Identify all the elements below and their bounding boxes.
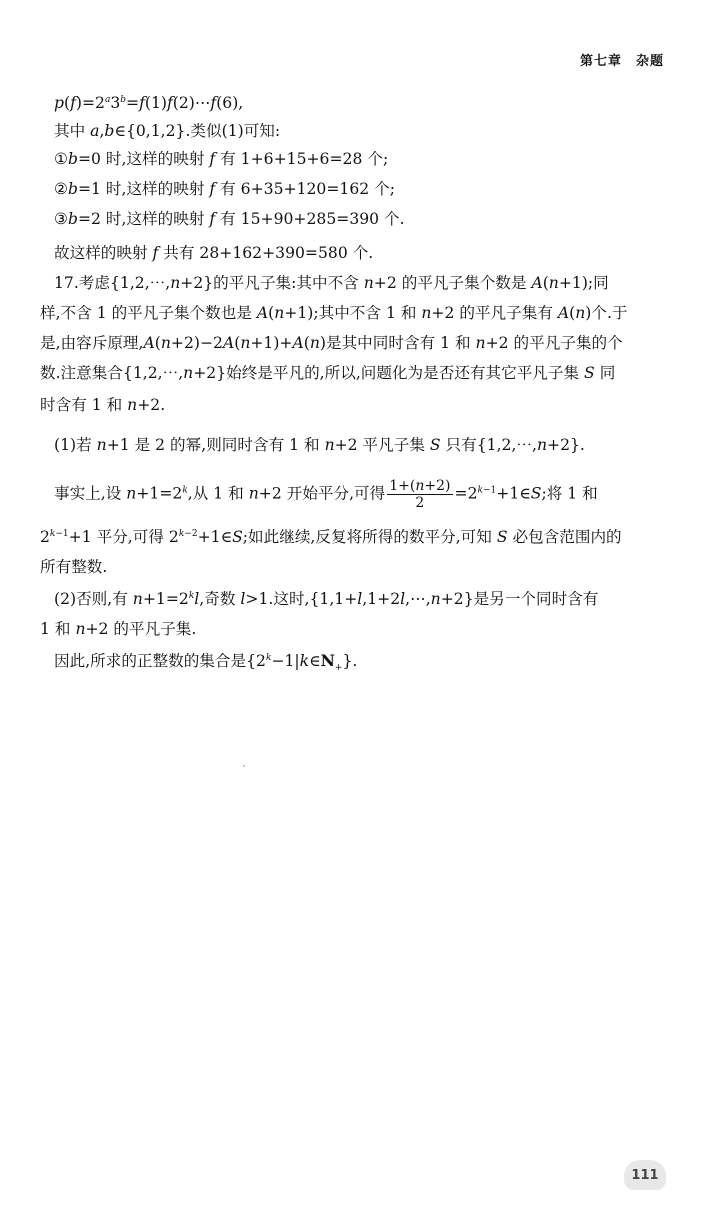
- text-line-4: ②b=1 时,这样的映射 f 有 6+35+120=162 个;: [54, 180, 395, 198]
- chapter-header: 第七章 杂题: [579, 54, 664, 69]
- text-line-11: 时含有 1 和 n+2.: [40, 396, 166, 414]
- text-line-1: $p(f)=2^a3^b=f(1)f(2)\cdots f(6)$,: [54, 94, 244, 112]
- text-line-14: $2^{k-1}+1$ 平分,可得 $2^{k-2}+1\in S$;如此继续,反复将所得的数平分,可知 S 必包含范围内的: [40, 528, 622, 546]
- scan-speck: [243, 765, 245, 767]
- text-line-16: (2)否则,有 $n+1=2^kl$,奇数 l>1.这时,{1,1+l,1+2l,⋯,n+2}是另一个同时含有: [54, 590, 599, 608]
- text-line-8: 样,不含 1 的平凡子集个数也是 A(n+1);其中不含 1 和 n+2 的平凡子集有 A(n)个.于: [40, 304, 628, 322]
- text-line-13: 事实上,设 $n+1=2^k$,从 1 和 n+2 开始平分,可得 $\frac{1+(n+2)}{2}$ $=2^{k-1}+1\in S$;将 1 和: [54, 478, 598, 511]
- text-line-10: 数.注意集合{1,2,⋯,n+2}始终是平凡的,所以,问题化为是否还有其它平凡子集 S 同: [40, 364, 616, 382]
- text-line-3: ①b=0 时,这样的映射 f 有 1+6+15+6=28 个;: [54, 150, 389, 168]
- text-line-15: 所有整数.: [40, 558, 108, 576]
- text-line-6: 故这样的映射 f 共有 28+162+390=580 个.: [54, 244, 374, 262]
- page-number-badge: 111: [624, 1160, 666, 1190]
- text-line-7: 17.考虑{1,2,⋯,n+2}的平凡子集:其中不含 n+2 的平凡子集个数是 A(n+1);同: [54, 274, 609, 292]
- text-line-17: 1 和 n+2 的平凡子集.: [40, 620, 197, 638]
- text-line-2: 其中 a,b∈{0,1,2}.类似(1)可知:: [54, 122, 281, 140]
- text-line-12: (1)若 n+1 是 2 的幂,则同时含有 1 和 n+2 平凡子集 S 只有{1,2,⋯,n+2}.: [54, 436, 585, 454]
- fraction: $\frac{1+(n+2)}{2}$: [389, 478, 451, 511]
- text-line-9: 是,由容斥原理,A(n+2)−2A(n+1)+A(n)是其中同时含有 1 和 n+2 的平凡子集的个: [40, 334, 623, 352]
- text-line-5: ③b=2 时,这样的映射 f 有 15+90+285=390 个.: [54, 210, 405, 228]
- text-line-18: 因此,所求的正整数的集合是$\{2^k-1|k\in N_+\}$.: [54, 651, 358, 674]
